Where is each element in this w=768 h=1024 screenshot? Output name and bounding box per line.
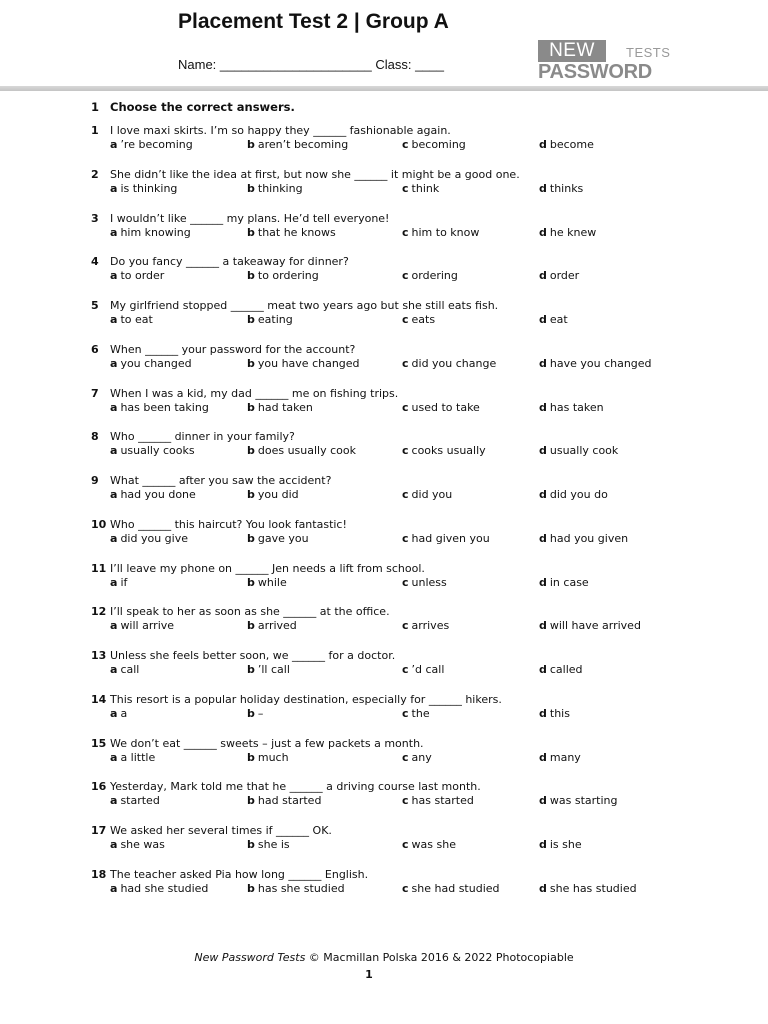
question-text: I wouldn’t like ______ my plans. He’d tell everyone! <box>110 211 390 225</box>
option-letter: a <box>110 138 118 151</box>
option-text: while <box>257 575 287 589</box>
option-letter: a <box>110 356 118 370</box>
new-password-logo <box>538 40 678 84</box>
question-number: 14 <box>91 692 107 706</box>
option-text: to order <box>120 269 165 283</box>
option-letter: a <box>110 181 118 195</box>
name-class-line: Name: _____________________ Class: ____ <box>178 57 444 72</box>
option-text: the <box>411 706 430 720</box>
question-text: When ______ your password for the account? <box>110 342 356 356</box>
question-text: Who ______ this haircut? You look fantastic! <box>110 517 347 531</box>
question-item <box>0 124 768 156</box>
option-letter: c <box>402 881 409 895</box>
option-letter: d <box>539 181 547 195</box>
option-letter: a <box>110 400 118 414</box>
option-text: – <box>257 706 264 720</box>
option-letter: b <box>247 794 255 808</box>
option-letter: d <box>539 750 547 764</box>
question-text: We asked her several times if ______ OK. <box>110 824 332 837</box>
option-text: she had studied <box>411 881 500 895</box>
question-text: She didn’t like the idea at first, but now she ______ it might be a good one. <box>110 167 520 181</box>
option-text: in case <box>549 575 589 589</box>
option-letter: d <box>539 838 547 851</box>
question-item <box>0 649 768 681</box>
option-text: you changed <box>120 356 192 370</box>
option-letter: c <box>402 225 409 239</box>
question-number: 6 <box>91 342 99 356</box>
question-item <box>0 518 768 550</box>
option-d <box>539 138 594 151</box>
option-c <box>402 576 447 589</box>
question-number: 9 <box>91 474 99 487</box>
option-b <box>247 313 293 326</box>
option-c <box>402 313 435 326</box>
page-number: 1 <box>365 968 373 981</box>
option-letter: d <box>539 794 547 808</box>
question-number: 2 <box>91 167 99 181</box>
option-c <box>402 663 444 676</box>
option-text: this <box>549 706 570 720</box>
option-text: she has studied <box>549 881 637 895</box>
question-number: 13 <box>91 649 107 662</box>
option-letter: d <box>539 138 547 151</box>
question-item <box>0 255 768 287</box>
header-divider <box>0 86 768 91</box>
question-text: What ______ after you saw the accident? <box>110 474 332 487</box>
option-text: usually cooks <box>120 444 195 458</box>
question-item <box>0 780 768 812</box>
option-d <box>539 313 568 326</box>
option-letter: d <box>539 356 547 370</box>
option-a <box>110 357 192 370</box>
question-text: I’ll leave my phone on ______ Jen needs a lift from school. <box>110 561 425 575</box>
option-letter: d <box>539 619 547 633</box>
question-item <box>0 824 768 856</box>
option-d <box>539 882 637 895</box>
footer-book-title: New Password Tests <box>194 951 306 964</box>
option-text: ’d call <box>411 663 445 676</box>
option-b <box>247 707 263 720</box>
option-c <box>402 444 486 457</box>
option-text: eats <box>411 313 436 326</box>
option-d <box>539 576 589 589</box>
option-letter: c <box>402 138 409 151</box>
option-letter: c <box>402 313 409 326</box>
question-number: 15 <box>91 736 107 750</box>
option-text: started <box>120 794 160 808</box>
question-number: 17 <box>91 824 107 837</box>
task-heading <box>91 100 295 114</box>
option-letter: c <box>402 400 409 414</box>
option-letter: b <box>247 138 255 151</box>
option-text: that he knows <box>257 225 336 239</box>
question-number: 1 <box>91 124 99 137</box>
option-letter: a <box>110 750 118 764</box>
question-item <box>0 168 768 200</box>
option-text: has been taking <box>120 400 209 414</box>
option-text: you did <box>257 488 299 501</box>
logo-password: PASSWORD <box>538 61 652 83</box>
option-text: if <box>120 575 128 589</box>
option-letter: a <box>110 444 118 458</box>
question-text: Who ______ dinner in your family? <box>110 430 295 444</box>
option-c <box>402 357 496 370</box>
question-item <box>0 430 768 462</box>
option-text: had you given <box>549 531 629 545</box>
question-item <box>0 562 768 594</box>
question-item <box>0 693 768 725</box>
option-letter: a <box>110 706 118 720</box>
option-letter: d <box>539 313 547 326</box>
question-text: The teacher asked Pia how long ______ English. <box>110 867 369 881</box>
logo-new: NEW <box>538 40 606 62</box>
option-a <box>110 576 127 589</box>
option-text: does usually cook <box>257 444 356 458</box>
option-letter: b <box>247 619 255 633</box>
option-text: was she <box>411 838 456 851</box>
option-letter: a <box>110 663 118 676</box>
option-text: arrives <box>411 619 450 633</box>
option-c <box>402 707 430 720</box>
option-d <box>539 488 608 501</box>
option-letter: c <box>402 838 409 851</box>
option-d <box>539 663 583 676</box>
question-item <box>0 868 768 900</box>
option-text: has she studied <box>257 881 345 895</box>
option-text: has taken <box>549 400 604 414</box>
option-letter: b <box>247 575 255 589</box>
option-text: had she studied <box>120 881 209 895</box>
option-d <box>539 532 628 545</box>
option-letter: d <box>539 881 547 895</box>
option-text: is thinking <box>120 181 178 195</box>
option-text: did you give <box>120 531 188 545</box>
option-text: will arrive <box>120 619 175 633</box>
option-letter: a <box>110 838 118 851</box>
question-text: This resort is a popular holiday destination, especially for ______ hikers. <box>110 692 502 706</box>
option-text: usually cook <box>549 444 619 458</box>
question-item <box>0 343 768 375</box>
option-text: order <box>549 269 580 283</box>
option-letter: a <box>110 313 118 326</box>
option-letter: b <box>247 531 255 545</box>
option-d <box>539 707 570 720</box>
task-number: 1 <box>91 100 100 114</box>
question-item <box>0 605 768 637</box>
option-text: arrived <box>257 619 297 633</box>
option-a <box>110 488 196 501</box>
option-letter: c <box>402 706 409 720</box>
question-number: 5 <box>91 299 99 312</box>
option-c <box>402 838 456 851</box>
question-text: I love maxi skirts. I’m so happy they ______ fashionable again. <box>110 124 451 137</box>
option-b <box>247 663 290 676</box>
question-item <box>0 474 768 506</box>
option-text: eating <box>257 313 293 326</box>
option-a <box>110 401 209 414</box>
option-b <box>247 138 348 151</box>
option-letter: b <box>247 181 255 195</box>
option-d <box>539 619 641 632</box>
option-text: to ordering <box>257 269 319 283</box>
option-letter: a <box>110 794 118 808</box>
option-letter: a <box>110 488 118 501</box>
option-text: to eat <box>120 313 153 326</box>
option-text: unless <box>411 575 447 589</box>
option-letter: a <box>110 575 118 589</box>
option-d <box>539 226 596 239</box>
option-letter: a <box>110 269 118 283</box>
option-c <box>402 532 490 545</box>
option-letter: d <box>539 269 547 283</box>
question-text: We don’t eat ______ sweets – just a few packets a month. <box>110 736 424 750</box>
option-letter: c <box>402 619 409 633</box>
option-letter: b <box>247 313 255 326</box>
option-letter: b <box>247 663 255 676</box>
option-letter: c <box>402 356 409 370</box>
option-text: did you <box>411 488 453 501</box>
option-text: you have changed <box>257 356 360 370</box>
option-d <box>539 794 617 807</box>
option-text: him to know <box>411 225 480 239</box>
option-b <box>247 444 356 457</box>
footer-copyright: © Macmillan Polska 2016 & 2022 Photocopiable <box>305 951 574 964</box>
option-text: becoming <box>411 138 466 151</box>
option-letter: b <box>247 356 255 370</box>
option-b <box>247 269 319 282</box>
option-letter: b <box>247 488 255 501</box>
question-text: When I was a kid, my dad ______ me on fishing trips. <box>110 386 399 400</box>
option-a <box>110 226 191 239</box>
option-text: called <box>549 663 583 676</box>
option-c <box>402 619 449 632</box>
option-letter: c <box>402 488 409 501</box>
option-text: has started <box>411 794 474 808</box>
option-b <box>247 619 297 632</box>
option-text: ’ll call <box>257 663 290 676</box>
option-letter: d <box>539 531 547 545</box>
question-text: I’ll speak to her as soon as she ______ at the office. <box>110 605 390 619</box>
question-number: 4 <box>91 255 99 269</box>
question-number: 16 <box>91 780 107 794</box>
option-a <box>110 444 195 457</box>
option-a <box>110 182 177 195</box>
option-text: think <box>411 181 440 195</box>
option-letter: b <box>247 444 255 458</box>
option-text: she was <box>120 838 165 851</box>
option-d <box>539 357 652 370</box>
option-text: become <box>549 138 594 151</box>
option-a <box>110 794 160 807</box>
question-item <box>0 212 768 244</box>
option-text: ordering <box>411 269 458 283</box>
question-number: 10 <box>91 517 107 531</box>
option-text: eat <box>549 313 568 326</box>
option-text: a <box>120 706 128 720</box>
option-b <box>247 488 299 501</box>
option-a <box>110 619 174 632</box>
page-title: Placement Test 2 | Group A <box>178 10 449 33</box>
option-c <box>402 751 432 764</box>
option-text: had taken <box>257 400 313 414</box>
option-letter: b <box>247 881 255 895</box>
option-a <box>110 313 153 326</box>
option-letter: d <box>539 575 547 589</box>
option-d <box>539 401 604 414</box>
option-text: had started <box>257 794 322 808</box>
option-text: him knowing <box>120 225 191 239</box>
option-c <box>402 226 479 239</box>
option-letter: b <box>247 838 255 851</box>
option-letter: c <box>402 663 409 676</box>
question-text: Do you fancy ______ a takeaway for dinner? <box>110 255 349 269</box>
option-text: aren’t becoming <box>257 138 349 151</box>
option-c <box>402 882 500 895</box>
option-c <box>402 401 480 414</box>
question-item <box>0 299 768 331</box>
option-letter: c <box>402 269 409 283</box>
option-d <box>539 182 583 195</box>
option-a <box>110 138 193 151</box>
option-letter: d <box>539 663 547 676</box>
option-c <box>402 138 466 151</box>
question-text: My girlfriend stopped ______ meat two years ago but she still eats fish. <box>110 299 499 312</box>
option-letter: b <box>247 750 255 764</box>
option-b <box>247 401 313 414</box>
option-text: was starting <box>549 794 618 808</box>
question-number: 7 <box>91 386 99 400</box>
option-b <box>247 357 360 370</box>
option-text: had you done <box>120 488 196 501</box>
option-text: thinks <box>549 181 584 195</box>
option-text: much <box>257 750 289 764</box>
option-letter: d <box>539 444 547 458</box>
option-c <box>402 269 458 282</box>
option-text: will have arrived <box>549 619 641 633</box>
option-b <box>247 532 309 545</box>
option-letter: a <box>110 619 118 633</box>
option-letter: c <box>402 444 409 458</box>
option-d <box>539 838 582 851</box>
option-letter: c <box>402 531 409 545</box>
option-letter: b <box>247 269 255 283</box>
task-instruction: Choose the correct answers. <box>110 100 295 114</box>
option-a <box>110 751 155 764</box>
option-text: she is <box>257 838 290 851</box>
option-d <box>539 269 579 282</box>
option-d <box>539 751 581 764</box>
question-item <box>0 737 768 769</box>
option-text: did you do <box>549 488 608 501</box>
option-a <box>110 663 139 676</box>
option-letter: a <box>110 881 118 895</box>
option-letter: b <box>247 225 255 239</box>
option-text: many <box>549 750 581 764</box>
option-b <box>247 751 289 764</box>
option-text: is she <box>549 838 582 851</box>
option-letter: c <box>402 575 409 589</box>
option-a <box>110 532 188 545</box>
option-a <box>110 269 164 282</box>
option-letter: c <box>402 794 409 808</box>
question-number: 11 <box>91 561 107 575</box>
option-b <box>247 576 287 589</box>
question-number: 18 <box>91 867 107 881</box>
option-text: cooks usually <box>411 444 486 458</box>
question-text: Yesterday, Mark told me that he ______ a driving course last month. <box>110 780 481 794</box>
option-b <box>247 226 336 239</box>
option-a <box>110 838 165 851</box>
option-letter: b <box>247 706 255 720</box>
option-text: have you changed <box>549 356 652 370</box>
option-d <box>539 444 618 457</box>
option-text: did you change <box>411 356 497 370</box>
option-text: ’re becoming <box>120 138 193 151</box>
option-c <box>402 794 474 807</box>
option-b <box>247 794 321 807</box>
footer <box>0 951 768 964</box>
option-c <box>402 488 452 501</box>
option-letter: d <box>539 706 547 720</box>
option-text: any <box>411 750 432 764</box>
logo-tests: TESTS <box>626 45 671 60</box>
option-text: a little <box>120 750 156 764</box>
option-letter: d <box>539 488 547 501</box>
option-letter: a <box>110 225 118 239</box>
option-c <box>402 182 439 195</box>
question-item <box>0 387 768 419</box>
option-b <box>247 838 290 851</box>
option-a <box>110 882 208 895</box>
option-a <box>110 707 127 720</box>
question-text: Unless she feels better soon, we ______ for a doctor. <box>110 649 396 662</box>
option-b <box>247 882 345 895</box>
option-letter: d <box>539 400 547 414</box>
option-letter: c <box>402 750 409 764</box>
option-text: gave you <box>257 531 309 545</box>
option-b <box>247 182 303 195</box>
option-text: call <box>120 663 140 676</box>
option-letter: d <box>539 225 547 239</box>
option-text: thinking <box>257 181 303 195</box>
question-number: 8 <box>91 430 99 444</box>
option-text: used to take <box>411 400 480 414</box>
option-letter: b <box>247 400 255 414</box>
option-letter: a <box>110 531 118 545</box>
option-letter: c <box>402 181 409 195</box>
option-text: he knew <box>549 225 597 239</box>
option-text: had given you <box>411 531 490 545</box>
question-number: 12 <box>91 605 107 619</box>
question-number: 3 <box>91 211 99 225</box>
